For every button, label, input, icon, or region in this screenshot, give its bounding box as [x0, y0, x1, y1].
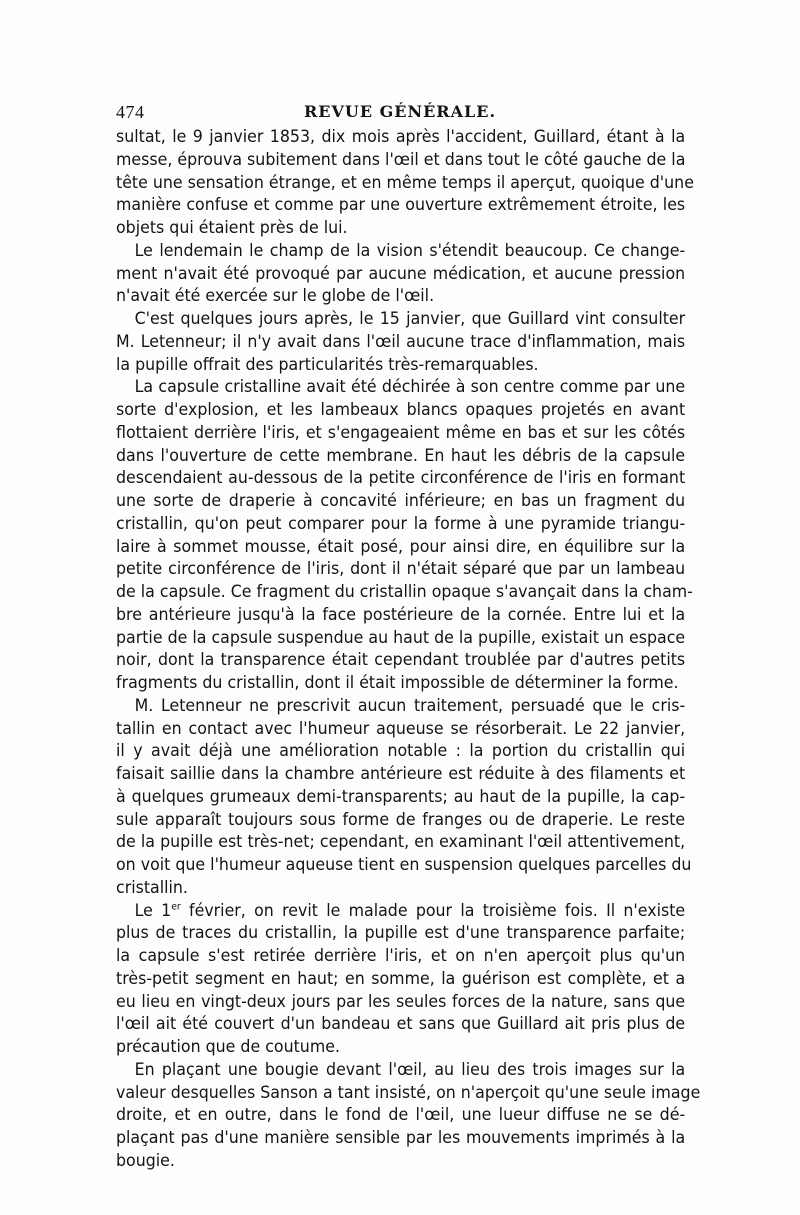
text-line: laire à sommet mousse, était posé, pour ainsi dire, en équilibre sur la	[116, 536, 686, 557]
text-line: la pupille offrait des particularités très-remarquables.	[116, 354, 539, 375]
running-title: REVUE GÉNÉRALE.	[303, 102, 497, 121]
text-line: plus de traces du cristallin, la pupille est d'une transparence parfaite;	[116, 923, 686, 944]
text-line: de la pupille est très-net; cependant, en examinant l'œil attentivement,	[116, 832, 686, 853]
text-line: flottaient derrière l'iris, et s'engageaient même en bas et sur les côtés	[116, 422, 686, 443]
text-line: manière confuse et comme par une ouverture extrêmement étroite, les	[116, 195, 686, 216]
text-line: C'est quelques jours après, le 15 janvier, que Guillard vint consulter	[134, 309, 686, 329]
text-line: Le lendemain le champ de la vision s'étendit beaucoup. Ce change-	[134, 240, 686, 261]
page-header	[116, 98, 684, 126]
text-fragment: février, on revit le malade pour la troisième fois. Il n'existe	[180, 900, 686, 921]
text-line: précaution que de coutume.	[116, 1037, 340, 1057]
text-line: La capsule cristalline avait été déchirée à son centre comme par une	[134, 377, 686, 398]
text-line: fragments du cristallin, dont il était impossible de déterminer la forme.	[116, 673, 679, 693]
text-line: faisait saillie dans la chambre antérieure est réduite à des filaments et	[116, 764, 686, 784]
text-line: une sorte de draperie à concavité inférieure; en bas un fragment du	[116, 491, 686, 511]
text-line: valeur desquelles Sanson a tant insisté, on n'aperçoit qu'une seule image	[116, 1082, 701, 1103]
text-line: plaçant pas d'une manière sensible par les mouvements imprimés à la	[116, 1128, 686, 1148]
text-line: droite, et en outre, dans le fond de l'œil, une lueur diffuse ne se dé-	[116, 1105, 686, 1126]
text-line: n'avait été exercée sur le globe de l'œil.	[116, 286, 435, 307]
page-number: 474	[116, 102, 145, 122]
text-line: on voit que l'humeur aqueuse tient en suspension quelques parcelles du	[116, 855, 692, 875]
text-line: dans l'ouverture de cette membrane. En haut les débris de la capsule	[116, 445, 686, 466]
text-line: tallin en contact avec l'humeur aqueuse se résorberait. Le 22 janvier,	[116, 718, 686, 739]
text-line: l'œil ait été couvert d'un bandeau et sans que Guillard ait pris plus de	[116, 1014, 686, 1035]
text-line: bougie.	[116, 1150, 175, 1171]
body-text	[116, 126, 701, 1173]
text-line: M. Letenneur ne prescrivit aucun traitement, persuadé que le cris-	[134, 695, 686, 716]
text-line: cristallin.	[116, 877, 188, 898]
text-line: ment n'avait été provoqué par aucune médication, et aucune pression	[116, 263, 686, 284]
text-line: la capsule s'est retirée derrière l'iris, et on n'en aperçoit plus qu'un	[116, 946, 686, 966]
text-line: descendaient au-dessous de la petite circonférence de l'iris en formant	[116, 468, 686, 489]
text-line: à quelques grumeaux demi-transparents; au haut de la pupille, la cap-	[116, 786, 686, 807]
text-line: sorte d'explosion, et les lambeaux blancs opaques projetés en avant	[116, 400, 686, 420]
text-line: objets qui étaient près de lui.	[116, 218, 348, 238]
text-line: bre antérieure jusqu'à la face postérieure de la cornée. Entre lui et la	[116, 604, 686, 625]
text-line: cristallin, qu'on peut comparer pour la forme à une pyramide triangu-	[116, 513, 686, 534]
superscript: er	[171, 900, 181, 912]
text-line: tête une sensation étrange, et en même temps il aperçut, quoique d'une	[116, 172, 694, 193]
text-line: partie de la capsule suspendue au haut de la pupille, existait un espace	[116, 627, 686, 648]
text-line: eu lieu en vingt-deux jours par les seules forces de la nature, sans que	[116, 991, 686, 1012]
text-line: très-petit segment en haut; en somme, la guérison est complète, et a	[116, 968, 686, 989]
text-line: petite circonférence de l'iris, dont il n'était séparé que par un lambeau	[116, 559, 686, 580]
text-fragment: Le 1	[134, 900, 172, 921]
text-line: messe, éprouva subitement dans l'œil et dans tout le côté gauche de la	[116, 149, 686, 170]
text-line: il y avait déjà une amélioration notable : la portion du cristallin qui	[116, 741, 686, 762]
text-line: M. Letenneur; il n'y avait dans l'œil aucune trace d'inflammation, mais	[116, 331, 686, 352]
text-line	[116, 900, 685, 923]
text-line: En plaçant une bougie devant l'œil, au lieu des trois images sur la	[134, 1059, 686, 1080]
text-line: sule apparaît toujours sous forme de franges ou de draperie. Le reste	[116, 809, 686, 830]
text-line: noir, dont la transparence était cependant troublée par d'autres petits	[116, 650, 686, 671]
text-line: sultat, le 9 janvier 1853, dix mois après l'accident, Guillard, étant à la	[116, 127, 686, 147]
text-line: de la capsule. Ce fragment du cristallin opaque s'avançait dans la cham-	[116, 582, 693, 602]
